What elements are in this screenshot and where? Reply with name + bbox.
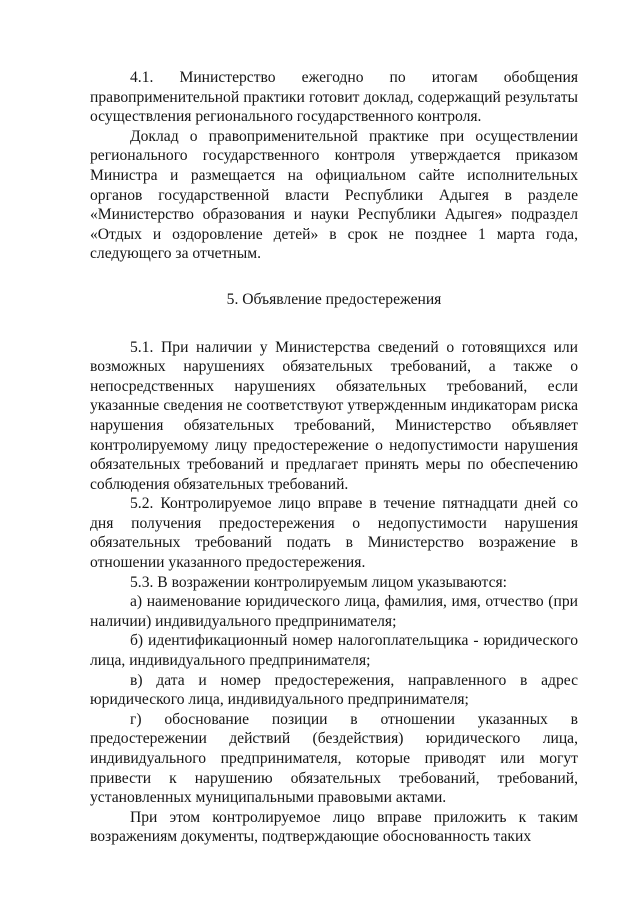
list-item-a: а) наименование юридического лица, фамилия, имя, отчество (при наличии) индивидуального предпринимателя; bbox=[90, 593, 578, 630]
document-page bbox=[90, 68, 578, 847]
paragraph-4-1: 4.1. Министерство ежегодно по итогам обобщения правоприменительной практики готовит доклад, содержащий результаты осуществления регионального государственного контроля. bbox=[90, 69, 578, 126]
paragraph-5-1: 5.1. При наличии у Министерства сведений о готовящихся или возможных нарушениях обязательных требований, а также о непосредственных нарушениях обязательных требований, если указанные сведения не соответствуют утвержденным индикаторам риска нарушения обязательных требований, Министерство объявляет контролируемому лицу предостережение о недопустимости нарушения обязательных требований и предлагает принять меры по обеспечению соблюдения обязательных требований. bbox=[90, 338, 578, 493]
list-item-v: в) дата и номер предостережения, направленного в адрес юридического лица, индивидуального предпринимателя; bbox=[90, 671, 578, 709]
paragraph-report-approval: Доклад о правоприменительной практике при осуществлении регионального государственного контроля утверждается приказом Министра и размещается на официальном сайте исполнительных органов государственной власти Республики Адыгея в разделе «Министерство образования и науки Республики Адыгея» подраздел «Отдых и оздоровление детей» в срок не позднее 1 марта года, следующего за отчетным. bbox=[90, 127, 578, 263]
section-heading: 5. Объявление предостережения bbox=[226, 290, 442, 308]
paragraph-attachments: При этом контролируемое лицо вправе приложить к таким возражениям документы, подтверждающие обоснованность таких bbox=[90, 808, 578, 846]
paragraph-5-2: 5.2. Контролируемое лицо вправе в течение пятнадцати дней со дня получения предостережения о недопустимости нарушения обязательных требований подать в Министерство возражение в отношении указанного предостережения. bbox=[90, 495, 578, 572]
list-item-g: г) обоснование позиции в отношении указанных в предостережении действий (бездействия) юридического лица, индивидуального предпринимателя, которые приводят или могут привести к нарушению обязательных требований, требований, установленных муниципальными правовыми актами. bbox=[90, 710, 578, 807]
list-item-b: б) идентификационный номер налогоплательщика - юридического лица, индивидуального предпринимателя; bbox=[90, 632, 578, 670]
paragraph-5-3: 5.3. В возражении контролируемым лицом указываются: bbox=[130, 573, 507, 591]
